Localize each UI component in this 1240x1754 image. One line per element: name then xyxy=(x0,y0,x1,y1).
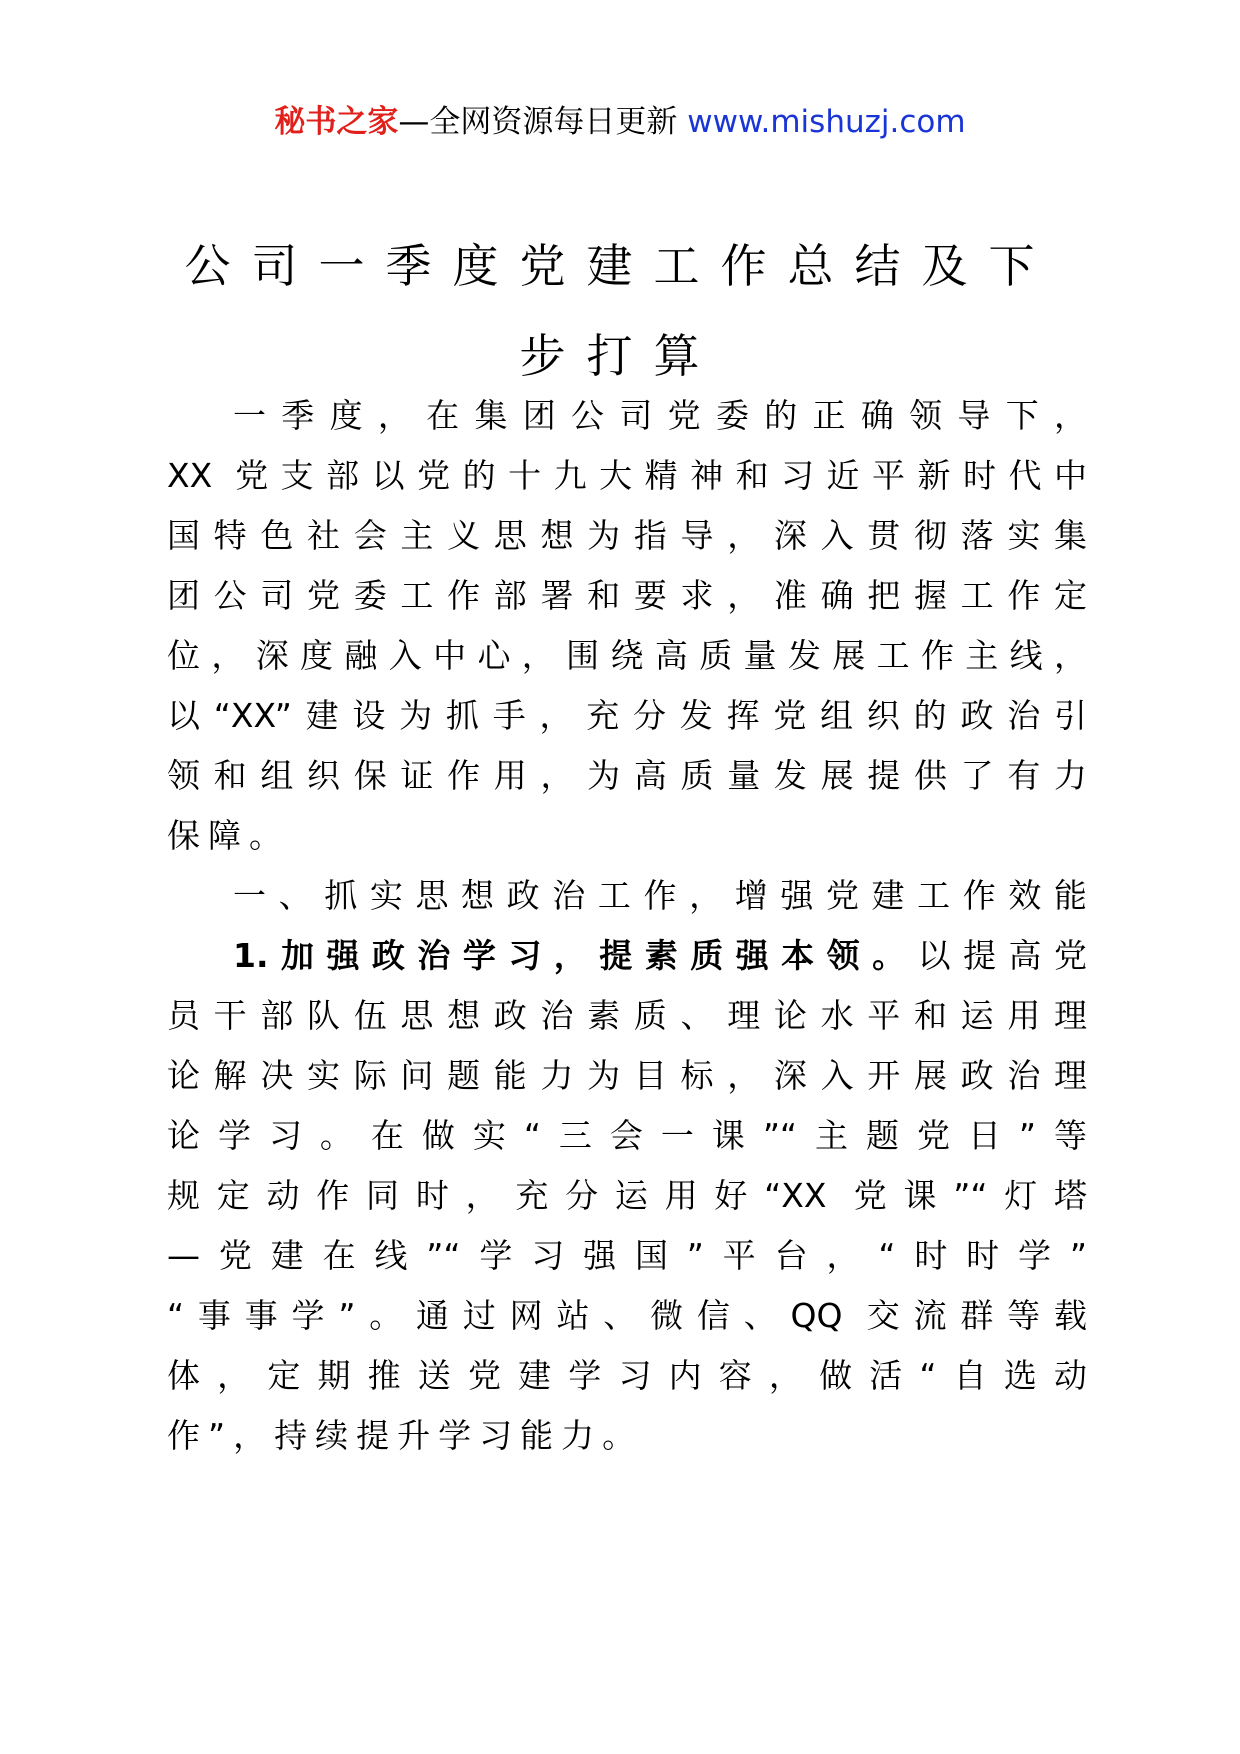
site-header xyxy=(0,100,1240,144)
item-1-first-line xyxy=(167,926,1087,986)
paragraph-line: 团公司党委工作部署和要求，准确把握工作定 xyxy=(167,576,1087,615)
paragraph-line: XX 党支部以党的十九大精神和习近平新时代中 xyxy=(167,456,1087,495)
paragraph-line: 以“XX”建设为抓手，充分发挥党组织的政治引 xyxy=(167,696,1087,735)
paragraph-line: —党建在线”“学习强国”平台，“时时学” xyxy=(167,1236,1087,1275)
brand-name: 秘书之家 xyxy=(274,104,399,140)
item-1-first-line-text: 以提高党 xyxy=(917,936,1088,975)
section-heading: 一、抓实思想政治工作，增强党建工作效能 xyxy=(233,876,1087,915)
paragraph-line: 一季度，在集团公司党委的正确领导下， xyxy=(233,396,1087,435)
paragraph-line: “事事学”。通过网站、微信、QQ 交流群等载 xyxy=(167,1296,1087,1335)
header-url-link[interactable]: www.mishuzj.com xyxy=(687,104,966,140)
paragraph-line: 规定动作同时，充分运用好“XX 党课”“灯塔 xyxy=(167,1176,1087,1215)
paragraph-line: 员干部队伍思想政治素质、理论水平和运用理 xyxy=(167,996,1087,1035)
paragraph-line: 领和组织保证作用，为高质量发展提供了有力 xyxy=(167,756,1087,795)
item-1-heading: 1.加强政治学习，提素质强本领。 xyxy=(233,936,918,975)
paragraph-line: 论解决实际问题能力为目标，深入开展政治理 xyxy=(167,1056,1087,1095)
section-1 xyxy=(167,866,1087,1466)
paragraph-line: 保障。 xyxy=(167,816,290,855)
paragraph-line: 国特色社会主义思想为指导，深入贯彻落实集 xyxy=(167,516,1087,555)
paragraph-line: 位，深度融入中心，围绕高质量发展工作主线， xyxy=(167,636,1087,675)
page-title-line-2: 步打算 xyxy=(519,329,721,383)
paragraph-line: 体，定期推送党建学习内容，做活“自选动 xyxy=(167,1356,1087,1395)
intro-paragraph xyxy=(167,386,1087,866)
page-title-line-1: 公司一季度党建工作总结及下 xyxy=(184,239,1056,293)
paragraph-line: 论学习。在做实“三会一课”“主题党日”等 xyxy=(167,1116,1087,1155)
header-tagline: —全网资源每日更新 xyxy=(398,104,678,140)
paragraph-line: 作”，持续提升学习能力。 xyxy=(167,1416,644,1455)
